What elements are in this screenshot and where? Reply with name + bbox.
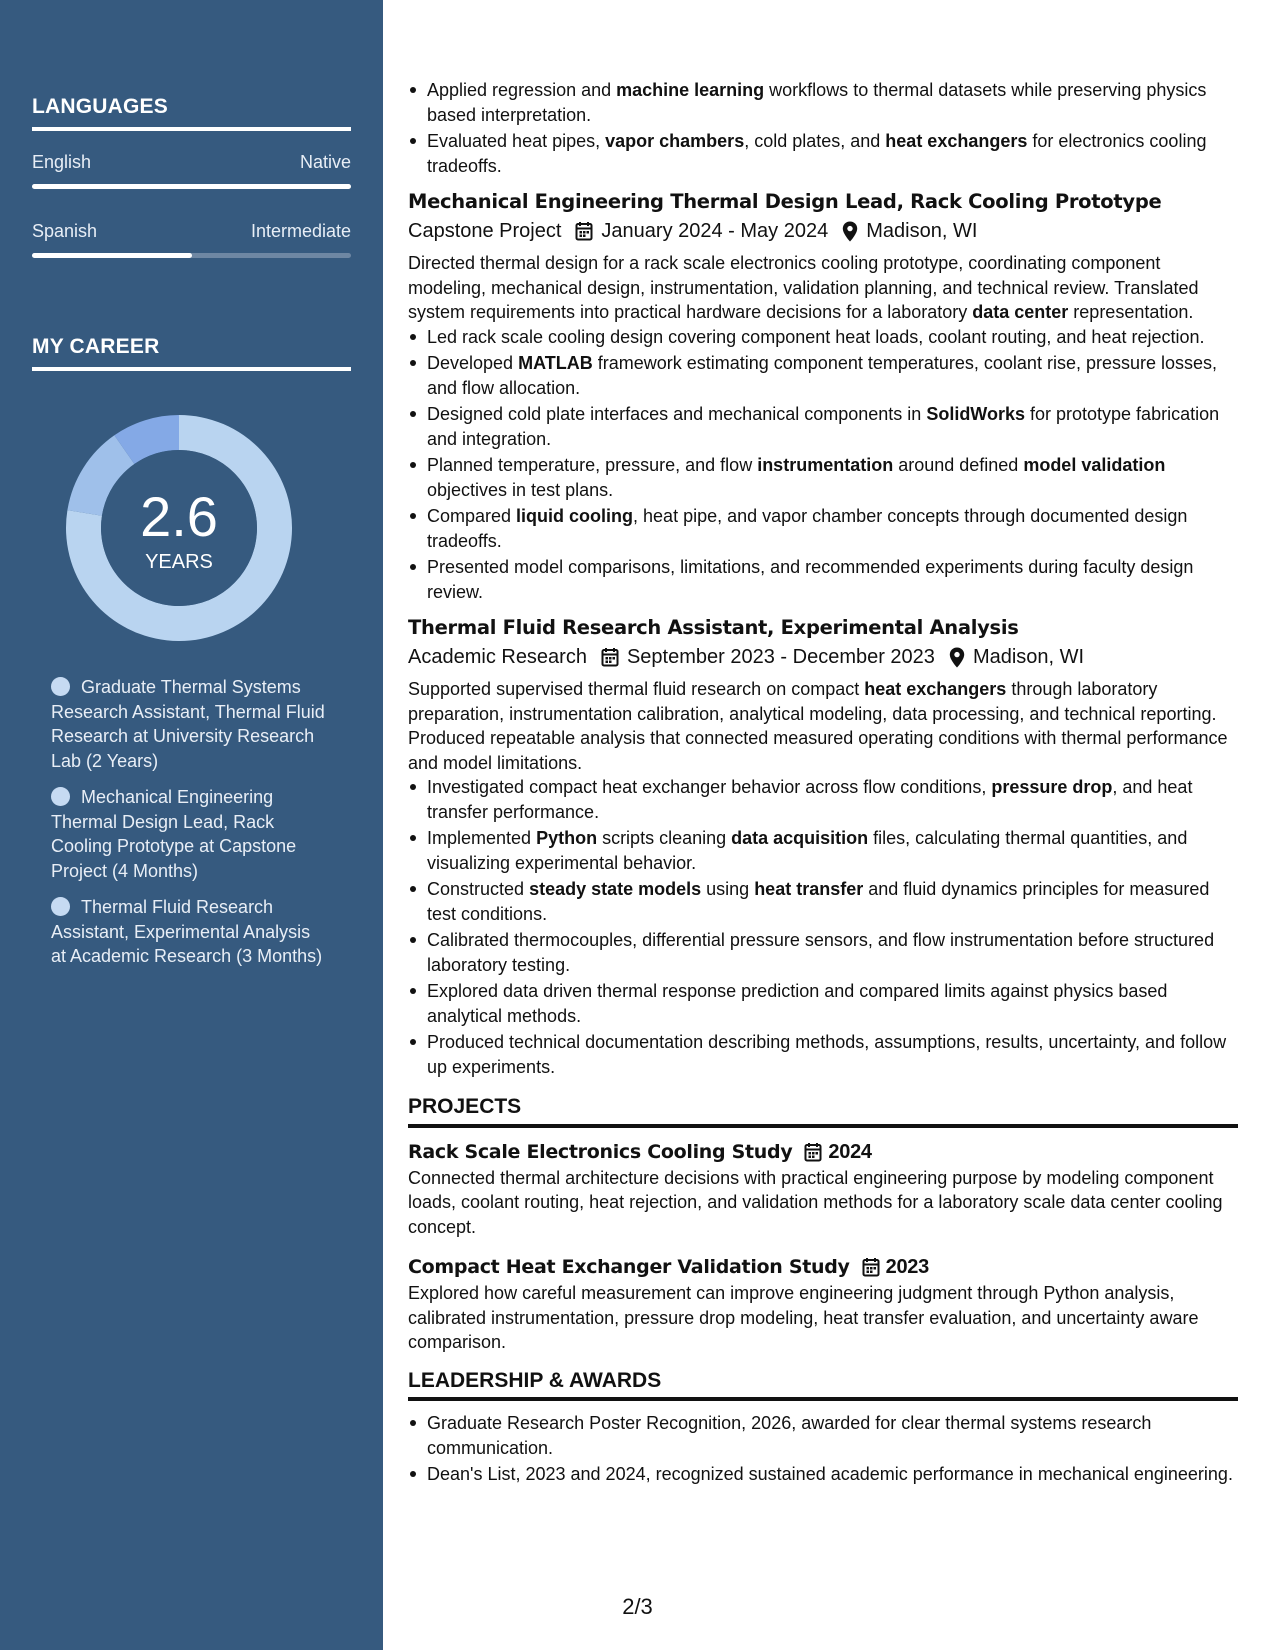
calendar-icon	[575, 221, 593, 241]
project-title: Rack Scale Electronics Cooling Study	[408, 1140, 793, 1163]
calendar-icon	[601, 647, 619, 667]
career-donut-chart	[66, 415, 292, 641]
career-total-unit: YEARS	[145, 551, 213, 573]
language-name: English	[32, 152, 92, 172]
list-item: Designed cold plate interfaces and mechanical components in SolidWorks for prototype fabrication and integration.	[408, 402, 1238, 451]
language-level: Native	[299, 152, 351, 172]
language-bar-fill	[32, 184, 351, 189]
job-title: Mechanical Engineering Thermal Design Lead, Rack Cooling Prototype	[408, 190, 1162, 213]
main-content	[408, 78, 1238, 1489]
language-bar-english	[32, 184, 351, 189]
language-row-english	[32, 152, 351, 173]
list-item: Produced technical documentation describing methods, assumptions, results, uncertainty, and follow up experiments.	[408, 1030, 1238, 1079]
project-entry	[408, 1138, 1238, 1240]
job-bullet-list	[408, 325, 1238, 605]
language-level: Intermediate	[250, 221, 351, 241]
career-item	[51, 785, 326, 883]
awards-list	[408, 1411, 1238, 1487]
project-desc: Explored how careful measurement can improve engineering judgment through Python analysis, calibrated instrumentation, pressure drop modeling, heat transfer evaluation, and uncertainty aware comparison.	[408, 1283, 1199, 1352]
career-dot	[51, 897, 70, 916]
job-bullet-list	[408, 775, 1238, 1079]
career-item-text: Thermal Fluid Research Assistant, Experimental Analysis at Academic Research (3 Months)	[51, 897, 323, 966]
languages-heading: LANGUAGES	[32, 95, 351, 131]
list-item: Dean's List, 2023 and 2024, recognized sustained academic performance in mechanical engineering.	[408, 1462, 1238, 1487]
job-location: Madison, WI	[972, 646, 1085, 668]
calendar-icon	[804, 1142, 822, 1162]
job-org: Academic Research	[408, 646, 587, 668]
page-number: 2/3	[622, 1594, 653, 1619]
job-meta	[408, 642, 1238, 672]
map-pin-icon	[842, 221, 858, 242]
job-dates: January 2024 - May 2024	[601, 220, 829, 242]
career-item-text: Graduate Thermal Systems Research Assistant, Thermal Fluid Research at University Research Lab (2 Years)	[51, 677, 325, 771]
job-dates: September 2023 - December 2023	[626, 646, 935, 668]
job-title: Thermal Fluid Research Assistant, Experimental Analysis	[408, 616, 1019, 639]
sidebar	[0, 0, 383, 1650]
list-item: Compared liquid cooling, heat pipe, and vapor chamber concepts through documented design tradeoffs.	[408, 504, 1238, 553]
calendar-icon	[862, 1257, 880, 1277]
list-item: Explored data driven thermal response prediction and compared limits against physics based analytical methods.	[408, 979, 1238, 1028]
map-pin-icon	[949, 647, 965, 668]
language-row-spanish	[32, 221, 351, 242]
language-bar-fill	[32, 253, 192, 258]
language-bar-spanish	[32, 253, 351, 258]
job-entry	[408, 188, 1238, 604]
career-heading: MY CAREER	[32, 335, 351, 371]
awards-heading: LEADERSHIP & AWARDS	[408, 1369, 1238, 1402]
career-item	[51, 895, 326, 969]
career-item	[51, 675, 326, 773]
list-item: Calibrated thermocouples, differential pressure sensors, and flow instrumentation before structured laboratory testing.	[408, 928, 1238, 977]
career-dot	[51, 787, 70, 806]
project-desc: Connected thermal architecture decisions with practical engineering purpose by modeling component loads, coolant routing, heat rejection, and validation methods for a laboratory scale data center cooling concept.	[408, 1167, 1223, 1237]
project-year: 2023	[885, 1256, 929, 1278]
language-name: Spanish	[32, 221, 98, 241]
job-org: Capstone Project	[408, 220, 562, 242]
list-item: Presented model comparisons, limitations, and recommended experiments during faculty design review.	[408, 555, 1238, 604]
project-title: Compact Heat Exchanger Validation Study	[408, 1256, 850, 1278]
career-item-text: Mechanical Engineering Thermal Design Lead, Rack Cooling Prototype at Capstone Project (4 Months)	[51, 787, 297, 881]
list-item: Developed MATLAB framework estimating component temperatures, coolant rise, pressure losses, and flow allocation.	[408, 351, 1238, 400]
list-item: Investigated compact heat exchanger behavior across flow conditions, pressure drop, and heat transfer performance.	[408, 775, 1238, 824]
job-meta	[408, 216, 1238, 246]
job-location: Madison, WI	[866, 220, 978, 242]
list-item: Applied regression and machine learning workflows to thermal datasets while preserving physics based interpretation.	[408, 78, 1238, 127]
list-item: Constructed steady state models using heat transfer and fluid dynamics principles for measured test conditions.	[408, 877, 1238, 926]
list-item: Led rack scale cooling design covering component heat loads, coolant routing, and heat rejection.	[408, 325, 1238, 350]
career-total-value: 2.6	[140, 485, 218, 548]
career-dot	[51, 677, 70, 696]
list-item: Implemented Python scripts cleaning data acquisition files, calculating thermal quantities, and visualizing experimental behavior.	[408, 826, 1238, 875]
list-item: Graduate Research Poster Recognition, 2026, awarded for clear thermal systems research communication.	[408, 1411, 1238, 1460]
job-summary: Supported supervised thermal fluid research on compact heat exchangers through laboratory preparation, instrumentation calibration, analytical modeling, data processing, and technical reporting. Produced repeatable analysis that connected measured operating conditions with thermal performance and model limitations.	[408, 679, 1228, 773]
project-year: 2024	[828, 1140, 872, 1163]
career-list	[51, 675, 326, 981]
job-entry	[408, 614, 1238, 1079]
top-bullet-list	[408, 78, 1238, 178]
job-summary: Directed thermal design for a rack scale electronics cooling prototype, coordinating component modeling, mechanical design, instrumentation, validation planning, and technical review. Translated system requirements into practical hardware decisions for a laboratory data center representation.	[408, 253, 1199, 322]
project-title-row	[408, 1253, 1238, 1281]
list-item: Evaluated heat pipes, vapor chambers, cold plates, and heat exchangers for electronics cooling tradeoffs.	[408, 129, 1238, 178]
project-title-row	[408, 1138, 1238, 1166]
project-entry	[408, 1253, 1238, 1355]
list-item: Planned temperature, pressure, and flow instrumentation around defined model validation objectives in test plans.	[408, 453, 1238, 502]
projects-heading: PROJECTS	[408, 1095, 1238, 1128]
